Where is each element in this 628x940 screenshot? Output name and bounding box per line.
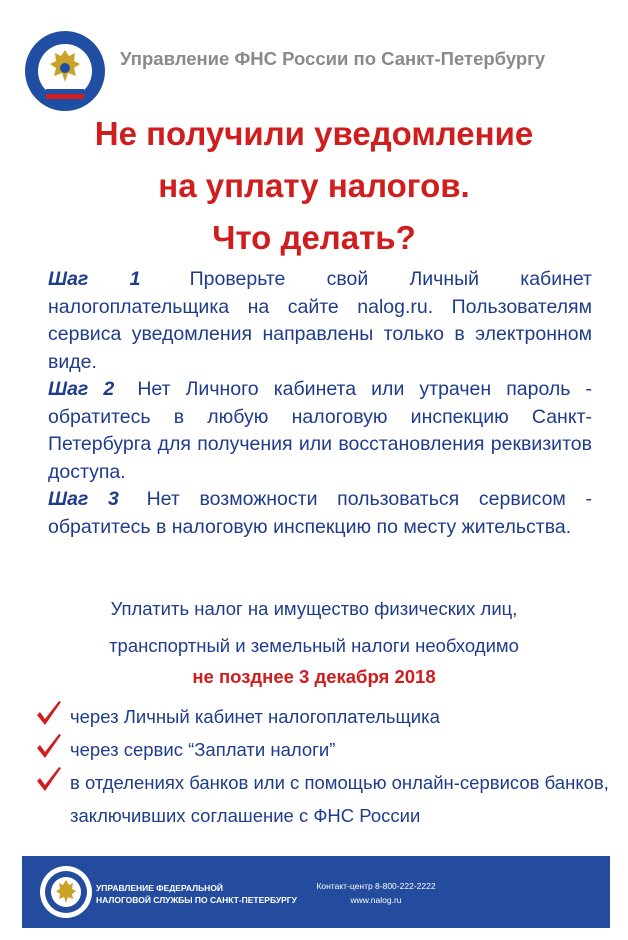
footer-org-line-1: УПРАВЛЕНИЕ ФЕДЕРАЛЬНОЙ <box>96 883 224 893</box>
method-text: через Личный кабинет налогоплательщика <box>70 706 440 727</box>
method-item <box>34 700 614 733</box>
payment-line-2: транспортный и земельный налоги необходимо <box>109 635 519 656</box>
method-text: через сервис “Заплати налоги” <box>70 739 336 760</box>
fns-emblem-icon <box>24 30 106 112</box>
step-label: Шаг 3 <box>48 488 119 510</box>
agency-name: Управление ФНС России по Санкт-Петербургу <box>120 48 546 69</box>
website-link[interactable]: www.nalog.ru <box>350 895 402 905</box>
step-item <box>48 376 592 486</box>
title-line-3: Что делать? <box>212 219 416 256</box>
step-text: Нет Личного кабинета или утрачен пароль - обратитесь в любую налоговую инспекцию Санкт-Петербурга для получения или восстановления реквизитов доступа. <box>48 378 592 483</box>
checkmark-icon <box>34 700 64 730</box>
footer <box>22 856 610 928</box>
page-title <box>0 108 628 264</box>
steps-list <box>48 266 592 541</box>
payment-methods <box>34 700 614 832</box>
step-text: Проверьте свой Личный кабинет налогоплательщика на сайте nalog.ru. Пользователям сервиса уведомления направлены только в электронном виде. <box>48 268 592 373</box>
checkmark-icon <box>34 766 64 796</box>
footer-org-line-2: НАЛОГОВОЙ СЛУЖБЫ ПО САНКТ-ПЕТЕРБУРГУ <box>96 895 297 905</box>
method-text: в отделениях банков или с помощью онлайн-сервисов банков, заключивших соглашение с ФНС России <box>70 772 609 826</box>
footer-contact <box>316 879 436 907</box>
payment-info <box>0 590 628 664</box>
step-item <box>48 486 592 541</box>
method-item <box>34 733 614 766</box>
title-line-1: Не получили уведомление <box>94 115 534 152</box>
step-text: Нет возможности пользоваться сервисом - обратитесь в налоговую инспекцию по месту жительства. <box>48 488 593 538</box>
step-item <box>48 266 592 376</box>
method-item <box>34 766 614 832</box>
footer-org <box>96 882 297 906</box>
fns-emblem-small-icon <box>38 864 94 920</box>
header <box>0 0 628 110</box>
title-line-2: на уплату налогов. <box>158 167 470 204</box>
payment-deadline: не позднее 3 декабря 2018 <box>192 666 436 687</box>
step-label: Шаг 2 <box>48 378 115 400</box>
contact-phone: Контакт-центр 8-800-222-2222 <box>316 881 436 891</box>
payment-line-1: Уплатить налог на имущество физических лиц, <box>110 598 518 619</box>
step-label: Шаг 1 <box>48 268 141 290</box>
checkmark-icon <box>34 733 64 763</box>
